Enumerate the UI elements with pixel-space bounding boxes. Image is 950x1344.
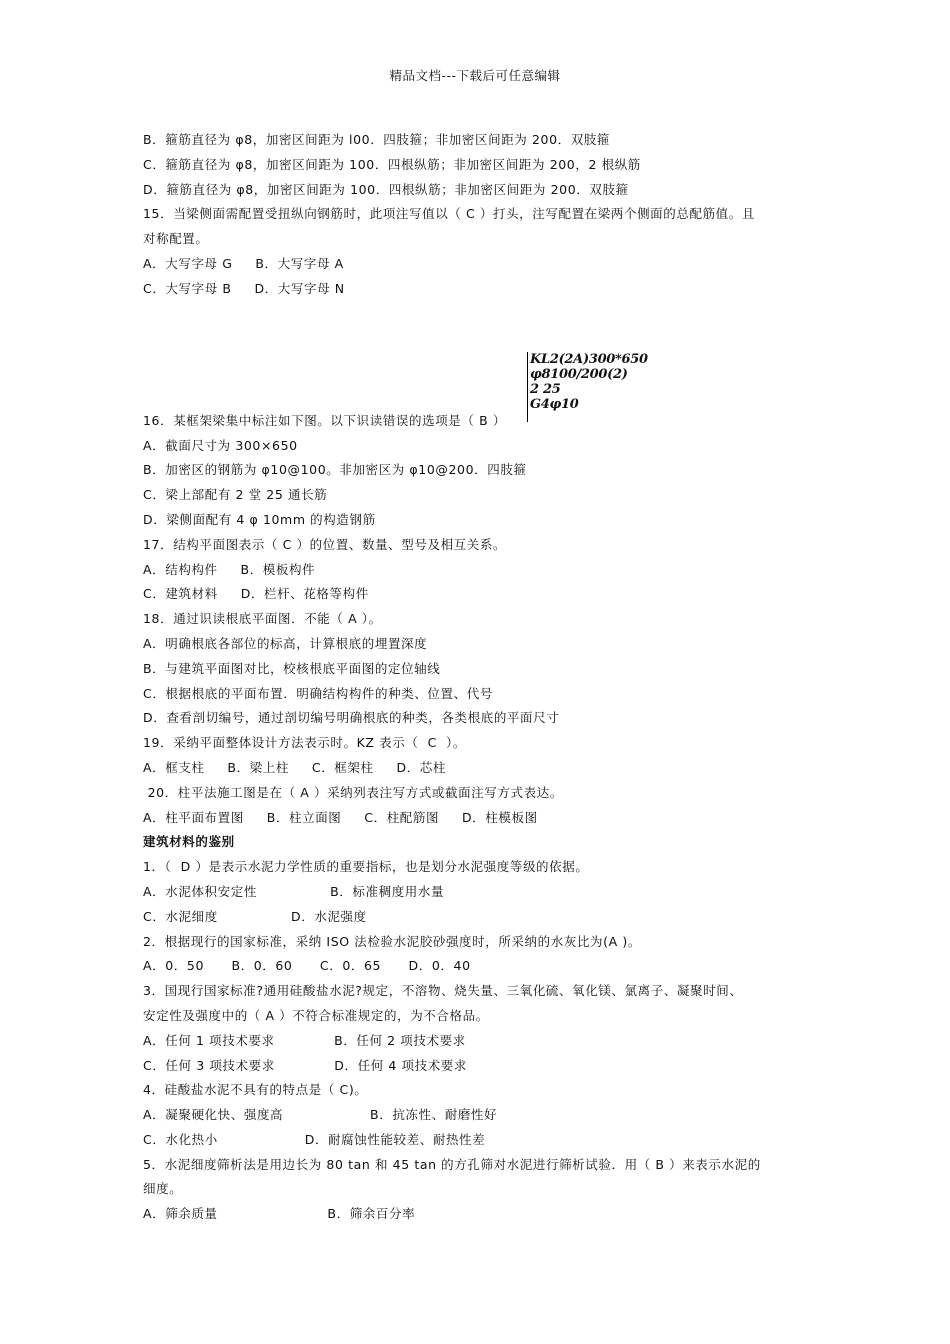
text-line: B．加密区的钢筋为 φ10@100。非加密区为 φ10@200．四肢箍: [143, 462, 527, 478]
text-line: B．箍筋直径为 φ8，加密区间距为 l00．四肢箍；非加密区间距为 200．双肢箍: [143, 132, 611, 147]
option-line: C．大写字母 B D．大写字母 N: [143, 280, 345, 296]
text-line: 细度。: [143, 1181, 183, 1197]
option-line: A．大写字母 G B．大写字母 A: [143, 255, 344, 271]
spacer: [143, 302, 813, 352]
text-line: 安定性及强度中的（ A ）不符合标准规定的，为不合格品。: [143, 1007, 489, 1023]
section-title: 建筑材料的鉴别: [143, 834, 235, 850]
option-line: A．任何 1 项技术要求 B．任何 2 项技术要求: [143, 1032, 466, 1048]
beam-annotation-figure: [527, 352, 680, 422]
text-line: C．梁上部配有 2 堂 25 通长筋: [143, 487, 328, 503]
annotation-line: 2 25: [530, 381, 561, 397]
question-15: 15．当梁侧面需配置受扭纵向钢筋时，此项注写值以（ C ）打头，注写配置在梁两个侧面的总配筋值。且: [143, 206, 755, 222]
text-line: C．箍筋直径为 φ8，加密区间距为 100．四根纵筋；非加密区间距为 200，2 根纵筋: [143, 156, 641, 172]
option-line: C．水化热小 D．耐腐蚀性能较差、耐热性差: [143, 1131, 486, 1147]
option-line: A．凝聚硬化快、强度高 B．抗冻性、耐磨性好: [143, 1107, 498, 1123]
option-line: A．柱平面布置图 B．柱立面图 C．柱配筋图 D．柱模板图: [143, 809, 538, 825]
option-line: A．0．50 B．0．60 C．0．65 D．0．40: [143, 958, 471, 974]
option-line: C．建筑材料 D．栏杆、花格等构件: [143, 586, 369, 602]
text-line: D．查看剖切编号，通过剖切编号明确根底的种类，各类根底的平面尺寸: [143, 710, 560, 726]
question-16-row: [143, 352, 813, 434]
text-line: B．与建筑平面图对比，校核根底平面图的定位轴线: [143, 660, 441, 676]
question-1: 1．（ D ）是表示水泥力学性质的重要指标，也是划分水泥强度等级的依据。: [143, 859, 589, 875]
option-line: A．框支柱 B．梁上柱 C．框架柱 D．芯柱: [143, 759, 446, 775]
question-4: 4．硅酸盐水泥不具有的特点是（ C)。: [143, 1082, 368, 1098]
question-16: 16．某框架梁集中标注如下图。以下识读错误的选项是（ B ）: [143, 412, 506, 428]
text-line: D．梁侧面配有 4 φ 10mm 的构造钢筋: [143, 511, 376, 527]
annotation-line: φ8100/200(2): [530, 366, 628, 382]
option-line: A．水泥体积安定性 B．标准稠度用水量: [143, 883, 445, 899]
question-18: 18．通过识读根底平面图．不能（ A ）。: [143, 611, 382, 627]
text-line: A．明确根底各部位的标高，计算根底的埋置深度: [143, 635, 428, 651]
question-20: 20．柱平法施工图是在（ A ）采纳列表注写方式或截面注写方式表达。: [143, 784, 563, 800]
question-2: 2．根据现行的国家标准，采纳 ISO 法检验水泥胶砂强度时，所采纳的水灰比为(A )。: [143, 933, 641, 949]
text-line: C．根据根底的平面布置．明确结构构件的种类、位置、代号: [143, 685, 493, 701]
option-line: A．筛余质量 B．筛余百分率: [143, 1206, 416, 1222]
text-line: 对称配置。: [143, 231, 209, 247]
option-line: C．水泥细度 D．水泥强度: [143, 908, 367, 924]
annotation-line: KL2(2A)300*650: [530, 351, 648, 367]
text-line: D．箍筋直径为 φ8，加密区间距为 100．四根纵筋；非加密区间距为 200．双肢箍: [143, 181, 629, 197]
question-17: 17．结构平面图表示（ C ）的位置、数量、型号及相互关系。: [143, 536, 507, 552]
question-19: 19．采纳平面整体设计方法表示时。KZ 表示（ C ）。: [143, 735, 467, 751]
page-header: 精品文档---下载后可任意编辑: [389, 68, 561, 83]
text-line: A．截面尺寸为 300×650: [143, 437, 298, 453]
document-body: [143, 128, 813, 1227]
question-3: 3．国现行国家标准?通用硅酸盐水泥?规定，不溶物、烧失量、三氧化硫、氧化镁、氯离子、凝聚时间、: [143, 983, 743, 999]
option-line: C．任何 3 项技术要求 D．任何 4 项技术要求: [143, 1057, 468, 1073]
option-line: A．结构构件 B．模板构件: [143, 561, 316, 577]
annotation-line: G4φ10: [530, 396, 579, 412]
question-5: 5．水泥细度筛析法是用边长为 80 tan 和 45 tan 的方孔筛对水泥进行筛析试验．用（ B ）来表示水泥的: [143, 1156, 761, 1172]
